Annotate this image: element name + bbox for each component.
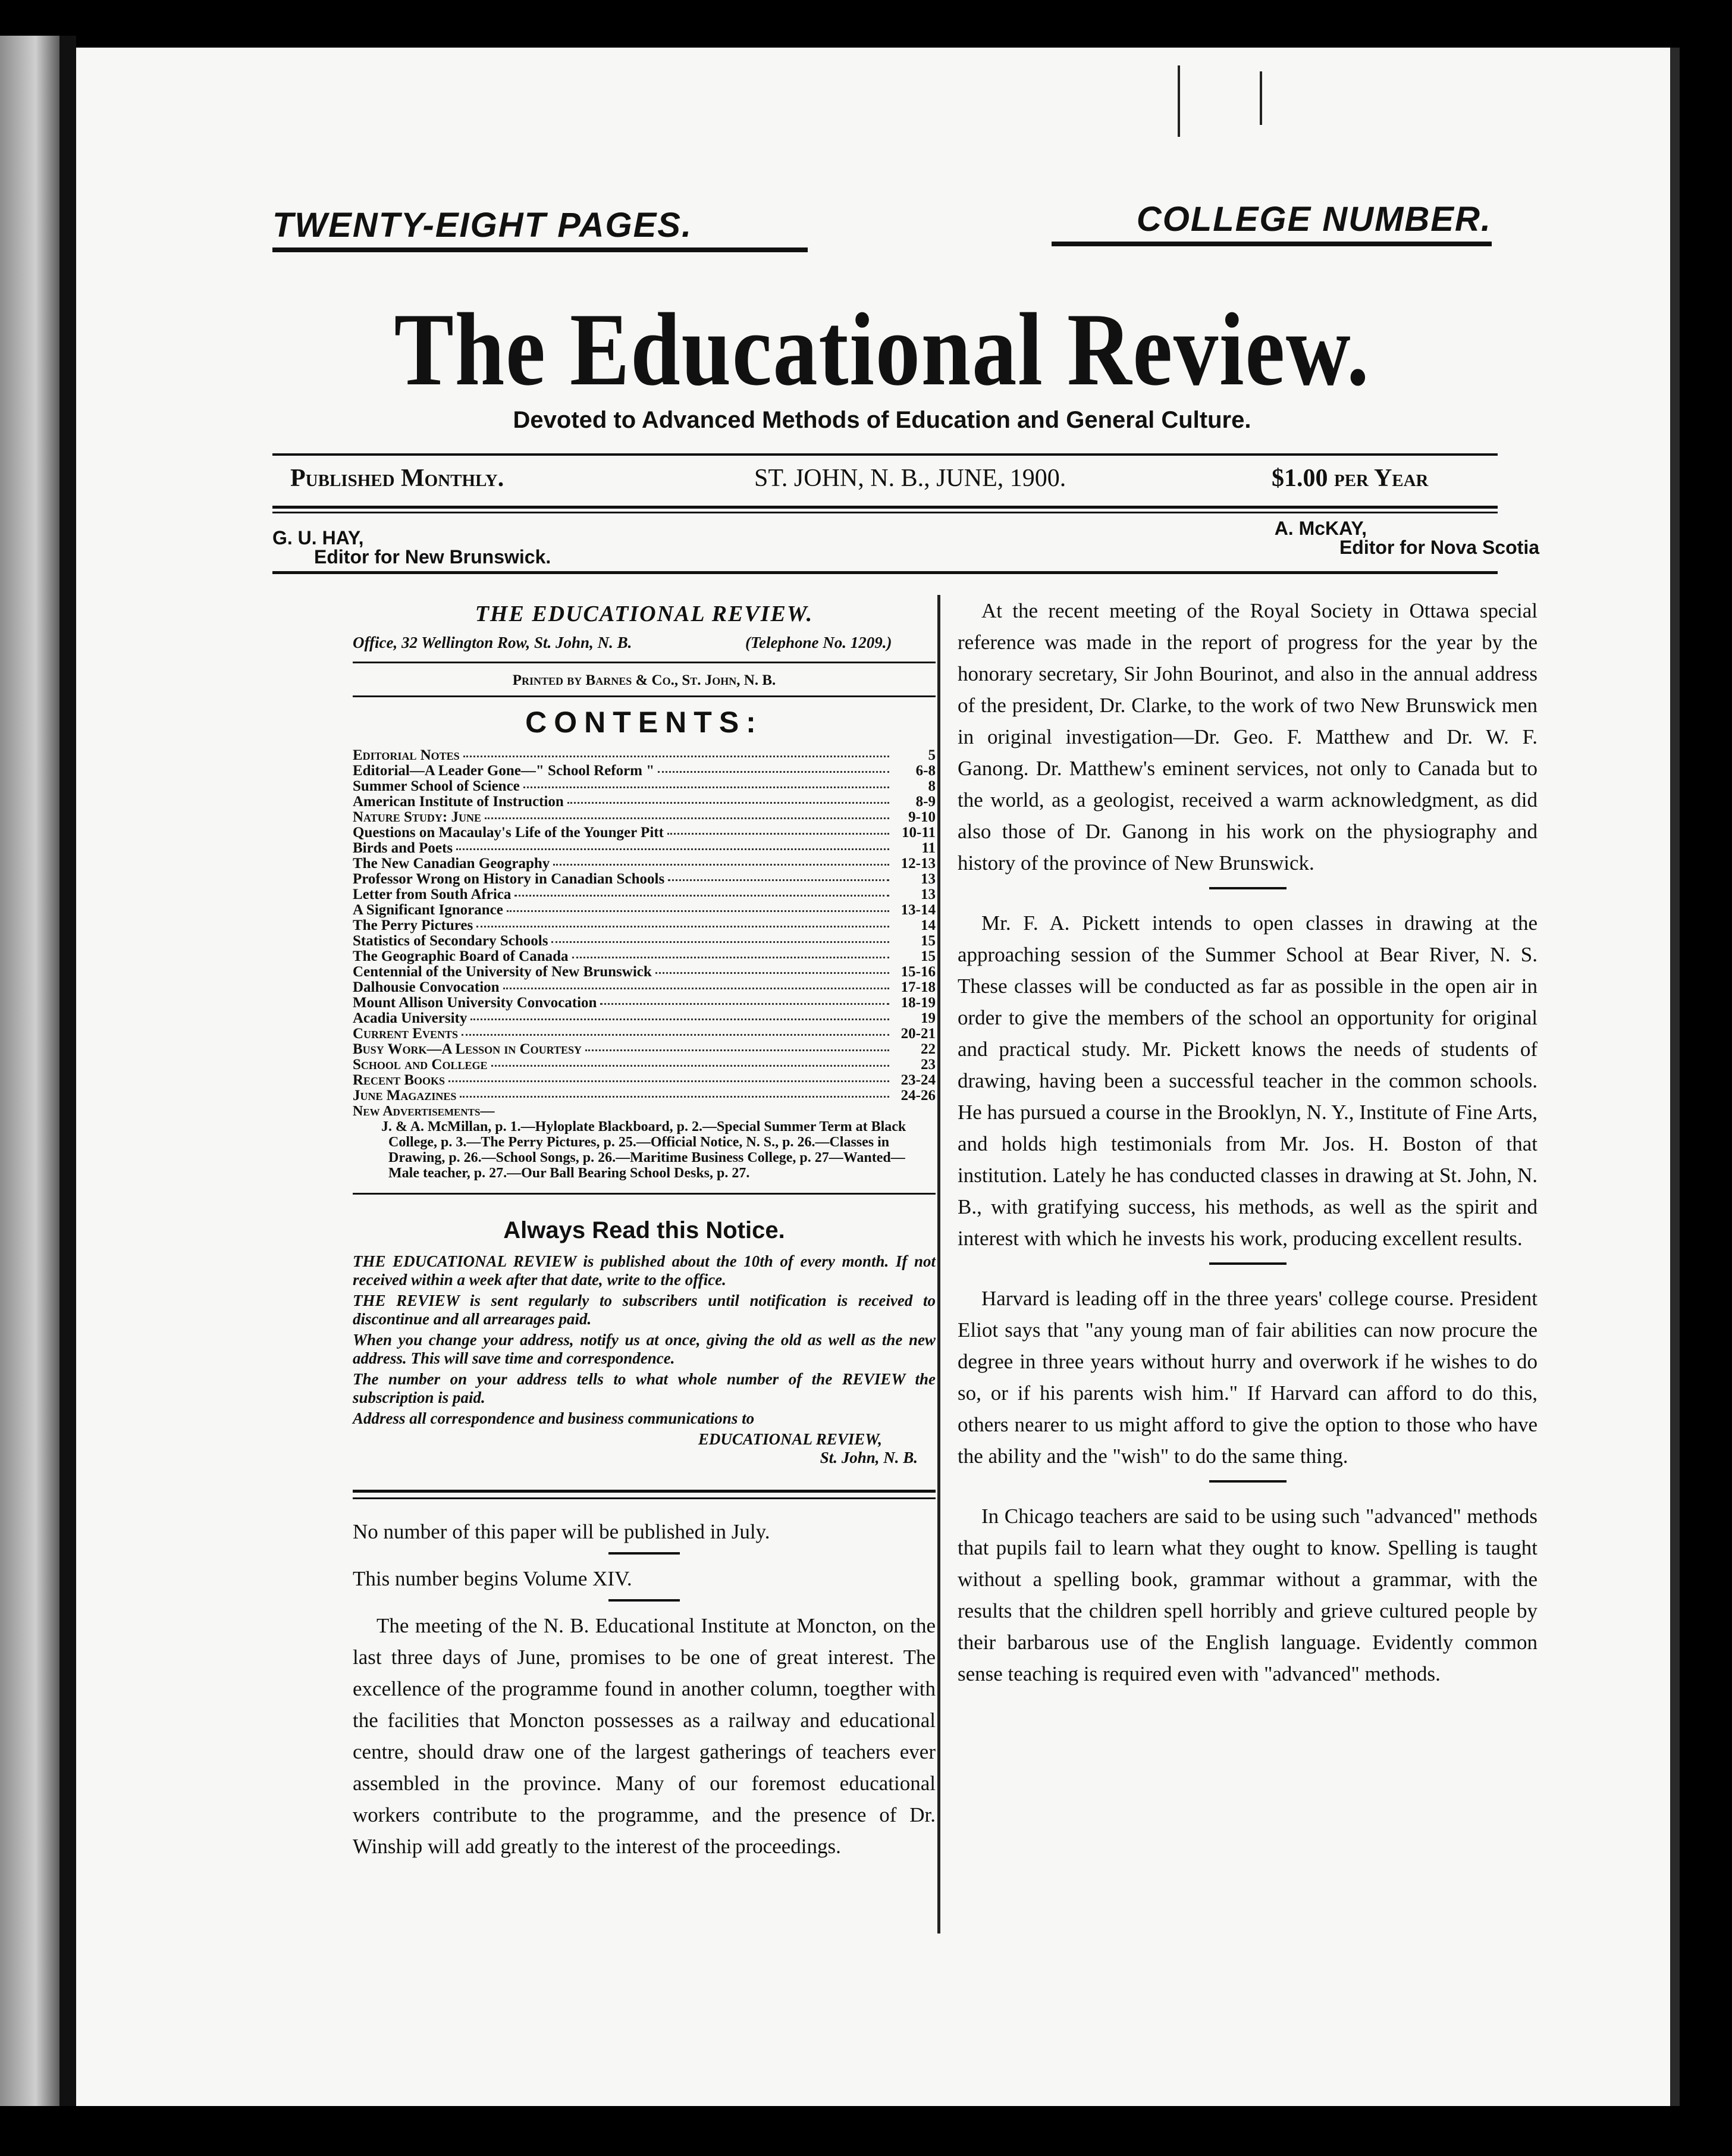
contents-item bbox=[353, 949, 936, 964]
contents-item-label: Nature Study: June bbox=[353, 810, 481, 826]
section-rule bbox=[1209, 1262, 1287, 1265]
info-box-office-row bbox=[353, 632, 936, 656]
harvard-paragraph: Harvard is leading off in the three years' college course. President Eliot says that "any young man of fair abilities can now procure the degree in three years without hurry and overwork if he wishes to do so, or if his parents wish him." If Harvard can afford to do this, others nearer to us might afford to give the option to those who have the ability and the "wish" to do the same thing. bbox=[958, 1287, 1538, 1468]
column-divider bbox=[937, 595, 940, 1933]
publication-frequency: Published Monthly. bbox=[290, 465, 504, 492]
contents-item-page: 8 bbox=[928, 779, 936, 795]
adjacent-page-edge bbox=[0, 36, 59, 2106]
contents-item bbox=[353, 1042, 936, 1057]
notice-paragraph: THE REVIEW is sent regularly to subscribers until notification is received to discontinue and all arrearages paid. bbox=[353, 1292, 936, 1328]
contents-item-label: American Institute of Instruction bbox=[353, 794, 564, 810]
masthead-subtitle: Devoted to Advanced Methods of Education and General Culture. bbox=[513, 407, 1251, 433]
leader-dots bbox=[503, 988, 889, 989]
contents-item bbox=[353, 763, 936, 779]
leader-dots bbox=[668, 879, 889, 881]
volume-notice: This number begins Volume XIV. bbox=[353, 1567, 632, 1591]
contents-item-page: 8-9 bbox=[915, 794, 936, 810]
leader-dots bbox=[460, 1096, 889, 1098]
top-rule bbox=[272, 453, 1498, 456]
contents-item-label: School and College bbox=[353, 1057, 488, 1073]
editor-nb-role: Editor for New Brunswick. bbox=[314, 546, 551, 568]
contents-item-page: 13-14 bbox=[900, 902, 936, 919]
contents-heading: CONTENTS: bbox=[525, 705, 763, 739]
contents-item bbox=[353, 825, 936, 841]
leader-dots bbox=[658, 771, 889, 773]
leader-dots bbox=[491, 1065, 890, 1067]
contents-item-page: 5 bbox=[928, 748, 936, 764]
contents-item-label: Recent Books bbox=[353, 1073, 445, 1089]
contents-item-label: The Geographic Board of Canada bbox=[353, 949, 569, 965]
contents-item-label: Questions on Macaulay's Life of the Younger Pitt bbox=[353, 825, 664, 841]
telephone-number: (Telephone No. 1209.) bbox=[745, 633, 892, 651]
contents-item-label: Summer School of Science bbox=[353, 779, 520, 795]
contents-item bbox=[353, 1057, 936, 1073]
contents-item-label: Letter from South Africa bbox=[353, 887, 512, 903]
contents-item bbox=[353, 1073, 936, 1088]
leader-dots bbox=[507, 910, 889, 912]
notice-paragraph: When you change your address, notify us at once, giving the old as well as the new address. This will save time and correspondence. bbox=[353, 1331, 936, 1368]
contents-item bbox=[353, 995, 936, 1011]
notice-body bbox=[353, 1252, 936, 1467]
contents-item-page: 23-24 bbox=[900, 1073, 936, 1089]
binding-shadow bbox=[59, 36, 76, 2106]
editor-ns-name: A. McKAY, bbox=[1274, 518, 1367, 539]
contents-item-page: 17-18 bbox=[900, 980, 936, 996]
pickett-paragraph: Mr. F. A. Pickett intends to open classes in drawing at the approaching session of the Summer School at Bear River, N. S. These classes will be conducted as far as possible in the open air in order to give the members of the school an opportunity for original and practical study. Mr. Pickett knows the needs of students of drawing, having been a successful teacher in the common schools. He has pursued a course in the Brooklyn, N. Y., Institute of Fine Arts, and holds high testimonials from Mr. Jos. H. Boston of that institution. Lately he has conducted classes in drawing at St. John, N. B., with gratifying success, his methods, as well as the spirit and interest with which he invests his work, producing excellent results. bbox=[958, 911, 1538, 1250]
office-address: Office, 32 Wellington Row, St. John, N. B. bbox=[353, 633, 632, 651]
leader-dots bbox=[463, 756, 889, 757]
notice-heading: Always Read this Notice. bbox=[503, 1217, 785, 1244]
info-rule bbox=[353, 662, 936, 663]
leader-dots bbox=[655, 972, 889, 974]
notice-sign-name: EDUCATIONAL REVIEW, bbox=[698, 1430, 882, 1449]
contents-item bbox=[353, 980, 936, 995]
contents-item-label: Dalhousie Convocation bbox=[353, 980, 500, 996]
contents-item-page: 11 bbox=[921, 841, 936, 857]
contents-item-label: Mount Allison University Convocation bbox=[353, 995, 597, 1011]
leader-dots bbox=[462, 1034, 889, 1036]
page-right-edge bbox=[1670, 48, 1680, 2106]
contents-item bbox=[353, 1026, 936, 1042]
masthead-title: The Educational Review. bbox=[394, 292, 1370, 407]
contents-item-page: 23 bbox=[921, 1057, 936, 1073]
contents-item-page: 15 bbox=[921, 949, 936, 965]
film-scratch bbox=[1178, 65, 1180, 137]
contents-item-page: 14 bbox=[921, 918, 936, 934]
contents-item bbox=[353, 1011, 936, 1026]
section-rule bbox=[608, 1552, 680, 1555]
contents-item bbox=[353, 872, 936, 887]
new-ads-heading: New Advertisements— bbox=[353, 1104, 495, 1120]
contents-item bbox=[353, 964, 936, 980]
leader-dots bbox=[585, 1049, 889, 1051]
contents-item-label: Statistics of Secondary Schools bbox=[353, 933, 548, 949]
contents-list bbox=[353, 748, 936, 1181]
editor-nb bbox=[272, 528, 551, 566]
leader-dots bbox=[476, 926, 889, 927]
contents-item-page: 19 bbox=[921, 1011, 936, 1027]
editor-ns bbox=[1165, 519, 1539, 557]
film-scratch bbox=[1260, 71, 1262, 125]
leader-dots bbox=[600, 1003, 889, 1005]
new-ads-text: J. & A. McMillan, p. 1.—Hyloplate Blackboard, p. 2.—Special Summer Term at Black College, p. 3.—The Perry Pictures, p. 25.—Official Notice, N. S., p. 26.—Classes in Drawing, p. 26.—School Songs, p. 26.—Maritime Business College, p. 27—Wanted—Male teacher, p. 27.—Our Ball Bearing School Desks, p. 27. bbox=[381, 1119, 906, 1182]
contents-item-page: 15 bbox=[921, 933, 936, 949]
contents-item-label: Acadia University bbox=[353, 1011, 467, 1027]
contents-item-label: Current Events bbox=[353, 1026, 459, 1042]
contents-item bbox=[353, 856, 936, 872]
contents-item bbox=[353, 794, 936, 810]
contents-item bbox=[353, 1088, 936, 1104]
contents-item-page: 15-16 bbox=[900, 964, 936, 980]
notice-paragraph: THE EDUCATIONAL REVIEW is published about the 10th of every month. If not received within a week after that date, write to the office. bbox=[353, 1252, 936, 1289]
contents-item-page: 12-13 bbox=[900, 856, 936, 872]
notice-paragraph: Address all correspondence and business communications to bbox=[353, 1409, 755, 1428]
contents-item-label: The New Canadian Geography bbox=[353, 856, 550, 872]
contents-item bbox=[353, 841, 936, 856]
leader-dots bbox=[567, 802, 889, 804]
leader-dots bbox=[572, 957, 889, 958]
contents-item-page: 20-21 bbox=[900, 1026, 936, 1042]
left-column bbox=[353, 601, 936, 1862]
contents-item-page: 24-26 bbox=[900, 1088, 936, 1104]
contents-item-label: Professor Wrong on History in Canadian Schools bbox=[353, 872, 665, 888]
contents-item-label: Editorial Notes bbox=[353, 748, 460, 764]
contents-item-label: A Significant Ignorance bbox=[353, 902, 503, 919]
contents-item bbox=[353, 887, 936, 902]
leader-dots bbox=[448, 1080, 889, 1082]
leader-dots bbox=[553, 864, 889, 866]
dateline: ST. JOHN, N. B., JUNE, 1900. bbox=[754, 465, 1066, 492]
header-bottom-rule bbox=[272, 571, 1498, 574]
contents-item-page: 22 bbox=[921, 1042, 936, 1058]
leader-dots bbox=[485, 817, 889, 819]
contents-item-page: 6-8 bbox=[915, 763, 936, 779]
section-rule bbox=[1209, 1480, 1287, 1483]
contents-item-page: 10-11 bbox=[902, 825, 936, 841]
info-box-title: THE EDUCATIONAL REVIEW. bbox=[475, 601, 814, 626]
contents-item-label: Birds and Poets bbox=[353, 841, 453, 857]
royal-society-paragraph: At the recent meeting of the Royal Society in Ottawa special reference was made in the report of progress for the year by the honorary secretary, Sir John Bourinot, and also in the annual address of the president, Dr. Clarke, to the work of two New Brunswick men in original investigation—Dr. Geo. F. Matthew and Dr. W. F. Ganong. Dr. Matthew's eminent services, not only to Canada but to the world, as a geologist, received a warm acknowledgment, as did also those of Dr. Ganong in his work on the physiography and history of the province of New Brunswick. bbox=[958, 599, 1538, 875]
contents-item-page: 13 bbox=[921, 887, 936, 903]
pages-banner: TWENTY-EIGHT PAGES. bbox=[272, 205, 808, 252]
pubrow-rule-2 bbox=[272, 512, 1498, 513]
editor-nb-name: G. U. HAY, bbox=[272, 527, 364, 549]
subscription-price: $1.00 per Year bbox=[1272, 465, 1429, 492]
contents-item-page: 9-10 bbox=[908, 810, 936, 826]
chicago-paragraph: In Chicago teachers are said to be using such "advanced" methods that pupils fail to learn what they ought to know. Spelling is taught without a spelling book, grammar without a grammar, with the results that the children spell horribly and grieve cultured people by their barbarous use of the English language. Evidently common sense teaching is required even with "advanced" methods. bbox=[958, 1505, 1538, 1685]
editor-ns-role: Editor for Nova Scotia bbox=[1339, 537, 1539, 558]
publication-row bbox=[290, 464, 1510, 500]
contents-item-page: 18-19 bbox=[900, 995, 936, 1011]
leader-dots bbox=[667, 833, 889, 835]
contents-item-page: 13 bbox=[921, 872, 936, 888]
leader-dots bbox=[470, 1019, 889, 1020]
college-number-banner: COLLEGE NUMBER. bbox=[1052, 199, 1492, 246]
contents-item bbox=[353, 918, 936, 933]
leader-dots bbox=[514, 895, 889, 897]
notice-sign-place: St. John, N. B. bbox=[820, 1449, 918, 1467]
printer-line: Printed by Barnes & Co., St. John, N. B. bbox=[512, 672, 776, 688]
contents-item-label: Editorial—A Leader Gone—" School Reform " bbox=[353, 763, 655, 779]
contents-item bbox=[353, 748, 936, 763]
section-rule bbox=[1209, 887, 1287, 889]
july-notice: No number of this paper will be published in July. bbox=[353, 1520, 770, 1544]
contents-item-label: Centennial of the University of New Brunswick bbox=[353, 964, 652, 980]
institute-paragraph: The meeting of the N. B. Educational Institute at Moncton, on the last three days of June, promises to be one of great interest. The excellence of the programme found in another column, toegther with the facilities that Moncton possesses as a railway and educational centre, should draw one of the largest gatherings of teachers ever assembled in the province. Many of our foremost educational workers contribute to the programme, and the presence of Dr. Winship will add greatly to the interest of the proceedings. bbox=[353, 1614, 936, 1859]
leader-dots bbox=[523, 786, 889, 788]
leader-dots bbox=[456, 848, 889, 850]
contents-item bbox=[353, 933, 936, 949]
newspaper-page bbox=[76, 48, 1670, 2106]
contents-item-label: June Magazines bbox=[353, 1088, 457, 1104]
notice-paragraph: The number on your address tells to what whole number of the REVIEW the subscription is paid. bbox=[353, 1370, 936, 1407]
contents-item bbox=[353, 902, 936, 918]
contents-item bbox=[353, 810, 936, 825]
printer-rule bbox=[353, 695, 936, 697]
contents-item-label: Busy Work—A Lesson in Courtesy bbox=[353, 1042, 582, 1058]
contents-rule bbox=[353, 1193, 936, 1195]
leader-dots bbox=[551, 941, 889, 943]
contents-item-label: The Perry Pictures bbox=[353, 918, 473, 934]
notice-double-rule bbox=[353, 1490, 936, 1499]
pubrow-rule-1 bbox=[272, 506, 1498, 509]
section-rule bbox=[608, 1599, 680, 1602]
right-column bbox=[958, 595, 1538, 1690]
contents-item bbox=[353, 779, 936, 794]
